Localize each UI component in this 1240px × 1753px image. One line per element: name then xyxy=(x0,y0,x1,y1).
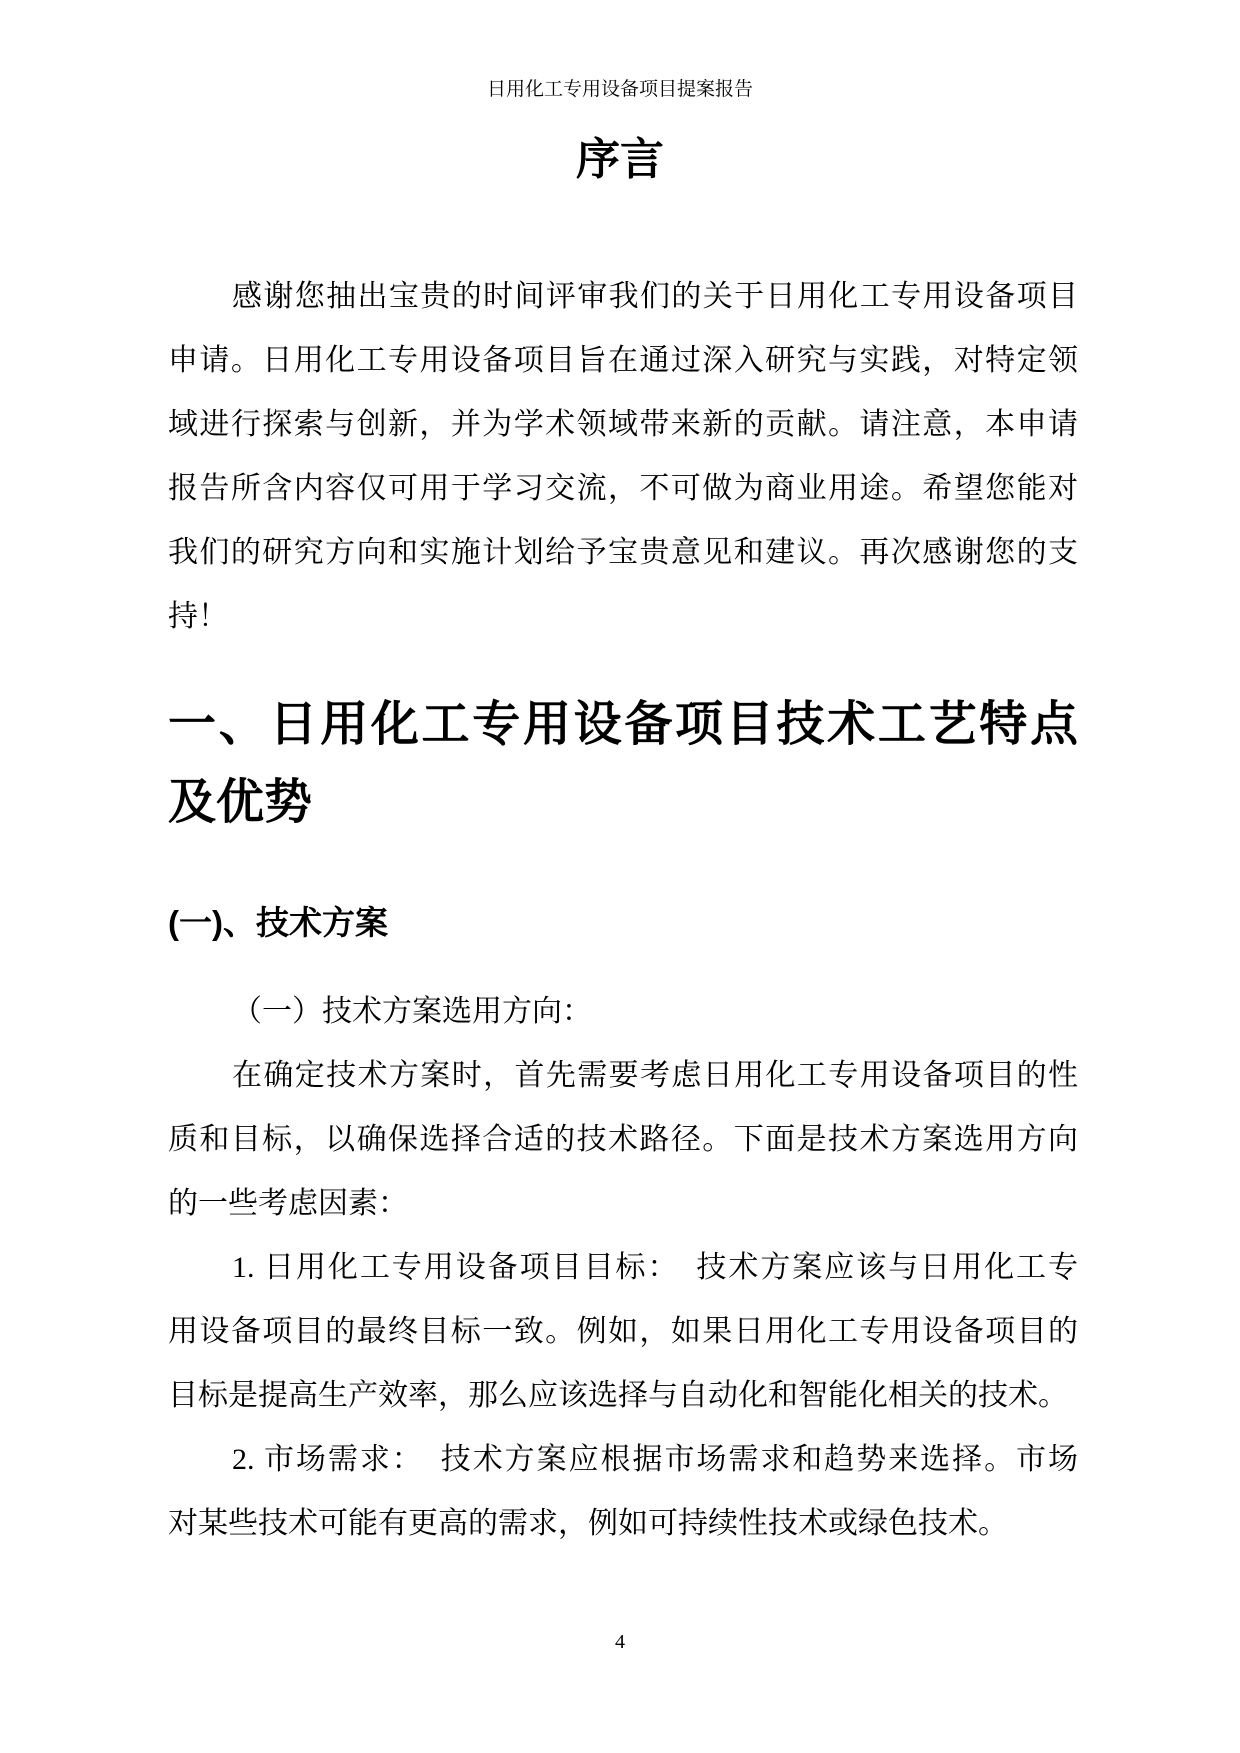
text-line: 的一些考虑因素： xyxy=(168,1187,408,1220)
subsection-heading: (一)、技术方案 xyxy=(168,904,388,941)
considerations-paragraph xyxy=(168,1044,1078,1236)
text-line: 及优势 xyxy=(168,776,313,829)
text-line: 一、日用化工专用设备项目技术工艺特点 xyxy=(168,698,1078,751)
text-line: 感谢您抽出宝贵的时间评审我们的关于日用化工专用设备项目 xyxy=(232,280,1078,313)
text-line: 用设备项目的最终目标一致。例如，如果日用化工专用设备项目的 xyxy=(168,1315,1078,1348)
text-line: 对某些技术可能有更高的需求，例如可持续性技术或绿色技术。 xyxy=(168,1507,1008,1540)
preface-paragraph xyxy=(168,265,1078,649)
text-line: 持！ xyxy=(168,600,228,633)
text-line: 在确定技术方案时，首先需要考虑日用化工专用设备项目的性 xyxy=(232,1059,1078,1092)
text-line: 我们的研究方向和实施计划给予宝贵意见和建议。再次感谢您的支 xyxy=(168,536,1078,569)
text-line: 目标是提高生产效率，那么应该选择与自动化和智能化相关的技术。 xyxy=(168,1379,1068,1412)
text-line: 质和目标，以确保选择合适的技术路径。下面是技术方案选用方向 xyxy=(168,1123,1078,1156)
list-item-2-paragraph xyxy=(168,1428,1078,1556)
text-line: 2. 市场需求： 技术方案应根据市场需求和趋势来选择。市场 xyxy=(232,1443,1078,1476)
section-heading xyxy=(168,686,1078,842)
text-line: 1. 日用化工专用设备项目目标： 技术方案应该与日用化工专 xyxy=(232,1251,1078,1284)
direction-paragraph xyxy=(168,980,1078,1044)
page-number: 4 xyxy=(615,1631,625,1653)
text-line: （一）技术方案选用方向： xyxy=(232,995,592,1028)
page-title: 序言 xyxy=(576,135,664,184)
text-line: 申请。日用化工专用设备项目旨在通过深入研究与实践，对特定领 xyxy=(168,344,1078,377)
text-line: 域进行探索与创新，并为学术领域带来新的贡献。请注意，本申请 xyxy=(168,408,1078,441)
text-line: 报告所含内容仅可用于学习交流，不可做为商业用途。希望您能对 xyxy=(168,472,1078,505)
list-item-1-paragraph xyxy=(168,1236,1078,1428)
running-header: 日用化工专用设备项目提案报告 xyxy=(486,79,753,100)
